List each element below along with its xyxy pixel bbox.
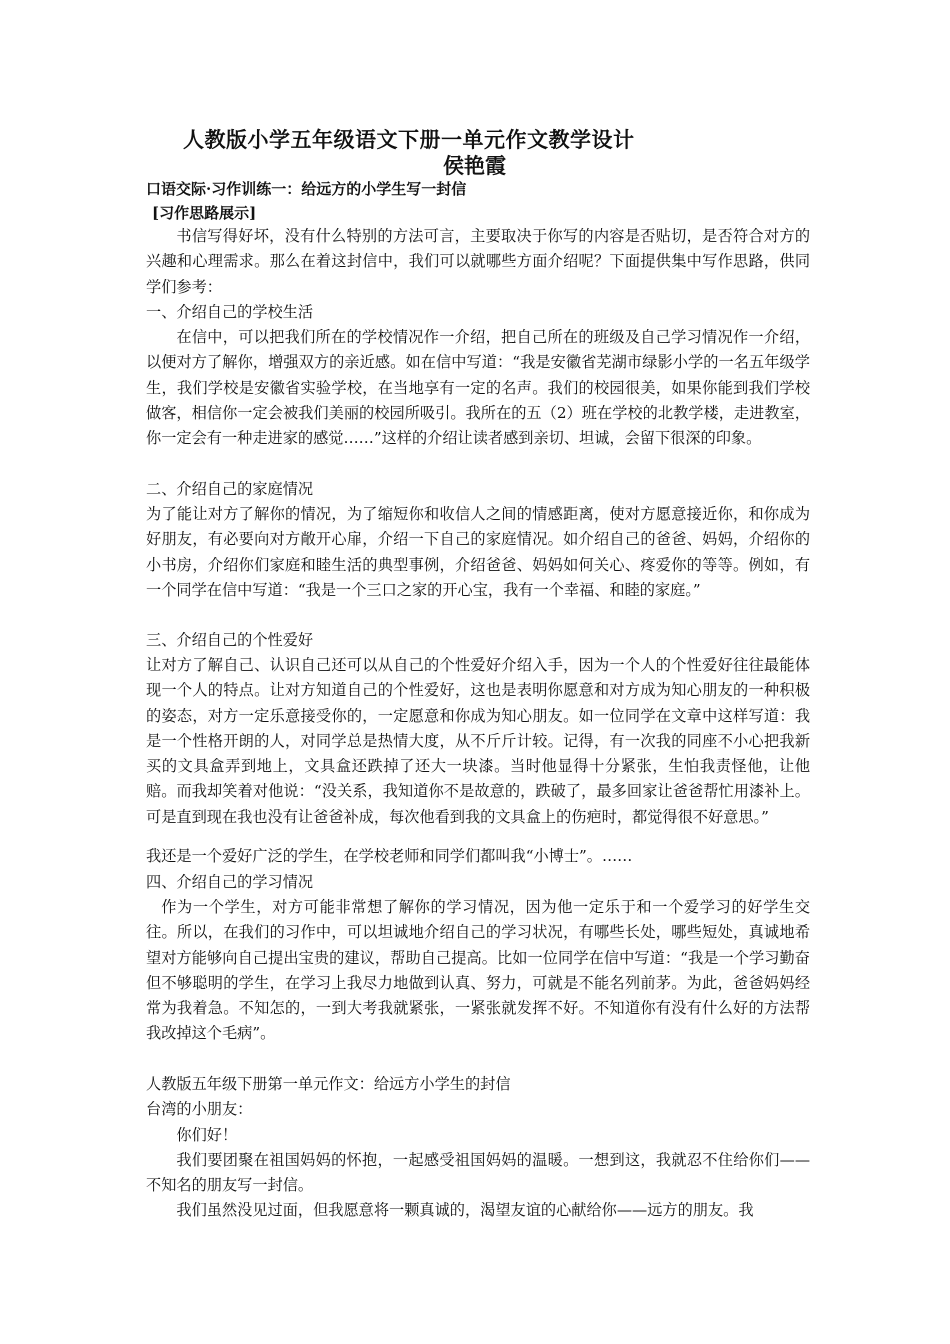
part-1-paragraph: 在信中，可以把我们所在的学校情况作一介绍，把自己所在的班级及自己学习情况作一介绍，以便对方了解你，增强双方的亲近感。如在信中写道：“我是安徽省芜湖市绿影小学的一名五年级学生，我们学校是安徽省实验学校，在当地享有一定的名声。我们的校园很美，如果你能到我们学校做客，相信你一定会被我们美丽的校园所吸引。我所在的五（2）班在学校的北教学楼，走进教室，你一定会有一种走进家的感觉……”这样的介绍让读者感到亲切、坦诚，会留下很深的印象。 — [146, 328, 810, 448]
letter-paragraph-1: 我们要团聚在祖国妈妈的怀抱，一起感受祖国妈妈的温暖。一想到这，我就忍不住给你们——不知名的朋友写一封信。 — [146, 1151, 810, 1195]
letter-greeting: 你们好！ — [176, 1126, 238, 1144]
part-3-paragraph-b: 我还是一个爱好广泛的学生，在学校老师和同学们都叫我“小博士”。…… — [146, 847, 633, 865]
part-4-heading: 四、介绍自己的学习情况 — [146, 873, 314, 891]
section-heading: 口语交际·习作训练一：给远方的小学生写一封信 — [146, 180, 467, 198]
letter-salutation: 台湾的小朋友： — [146, 1100, 253, 1118]
part-3-paragraph: 让对方了解自己、认识自己还可以从自己的个性爱好介绍入手，因为一个人的个性爱好往往最能体现一个人的特点。让对方知道自己的个性爱好，这也是表明你愿意和对方成为知心朋友的一种积极的姿态，对方一定乐意接受你的，一定愿意和你成为知心朋友。如一位同学在文章中这样写道：我是一个性格开朗的人，对同学总是热情大度，从不斤斤计较。记得，有一次我的同座不小心把我新买的文具盒弄到地上，文具盒还跌掉了还大一块漆。当时他显得十分紧张，生怕我责怪他，让他赔。而我却笑着对他说：“没关系，我知道你不是故意的，跌破了，最多回家让爸爸帮忙用漆补上。可是直到现在我也没有让爸爸补成，每次他看到我的文具盒上的伤疤时，都觉得很不好意思。” — [146, 656, 810, 826]
part-1-heading: 一、介绍自己的学校生活 — [146, 303, 314, 321]
author-name: 侯艳霞 — [443, 153, 506, 178]
intro-paragraph: 书信写得好坏，没有什么特别的方法可言，主要取决于你写的内容是否贴切，是否符合对方的兴趣和心理需求。那么在着这封信中，我们可以就哪些方面介绍呢？下面提供集中写作思路，供同学们参考： — [146, 227, 810, 296]
part-4-paragraph: 作为一个学生，对方可能非常想了解你的学习情况，因为他一定乐于和一个爱学习的好学生交往。所以，在我们的习作中，可以坦诚地介绍自己的学习状况，有哪些长处，哪些短处，真诚地希望对方能够向自己提出宝贵的建议，帮助自己提高。比如一位同学在信中写道：“我是一个学习勤奋但不够聪明的学生，在学习上我尽力地做到认真、努力，可就是不能名列前茅。为此，爸爸妈妈经常为我着急。不知怎的，一到大考我就紧张，一紧张就发挥不好。不知道你有没有什么好的方法帮我改掉这个毛病”。 — [146, 898, 810, 1043]
part-2-paragraph: 为了能让对方了解你的情况，为了缩短你和收信人之间的情感距离，使对方愿意接近你，和你成为好朋友，有必要向对方敞开心扉，介绍一下自己的家庭情况。如介绍自己的爸爸、妈妈，介绍你的小书房，介绍你们家庭和睦生活的典型事例，介绍爸爸、妈妈如何关心、疼爱你的等等。例如，有一个同学在信中写道：“我是一个三口之家的开心宝，我有一个幸福、和睦的家庭。” — [146, 505, 810, 599]
letter-paragraph-2: 我们虽然没见过面，但我愿意将一颗真诚的，渴望友谊的心献给你——远方的朋友。我 — [176, 1201, 754, 1219]
part-3-heading: 三、介绍自己的个性爱好 — [146, 631, 314, 649]
document-title: 人教版小学五年级语文下册一单元作文教学设计 — [183, 127, 635, 152]
part-2-heading: 二、介绍自己的家庭情况 — [146, 480, 314, 498]
subheading: [习作思路展示] — [152, 204, 257, 222]
letter-title: 人教版五年级下册第一单元作文：给远方小学生的封信 — [146, 1075, 511, 1093]
